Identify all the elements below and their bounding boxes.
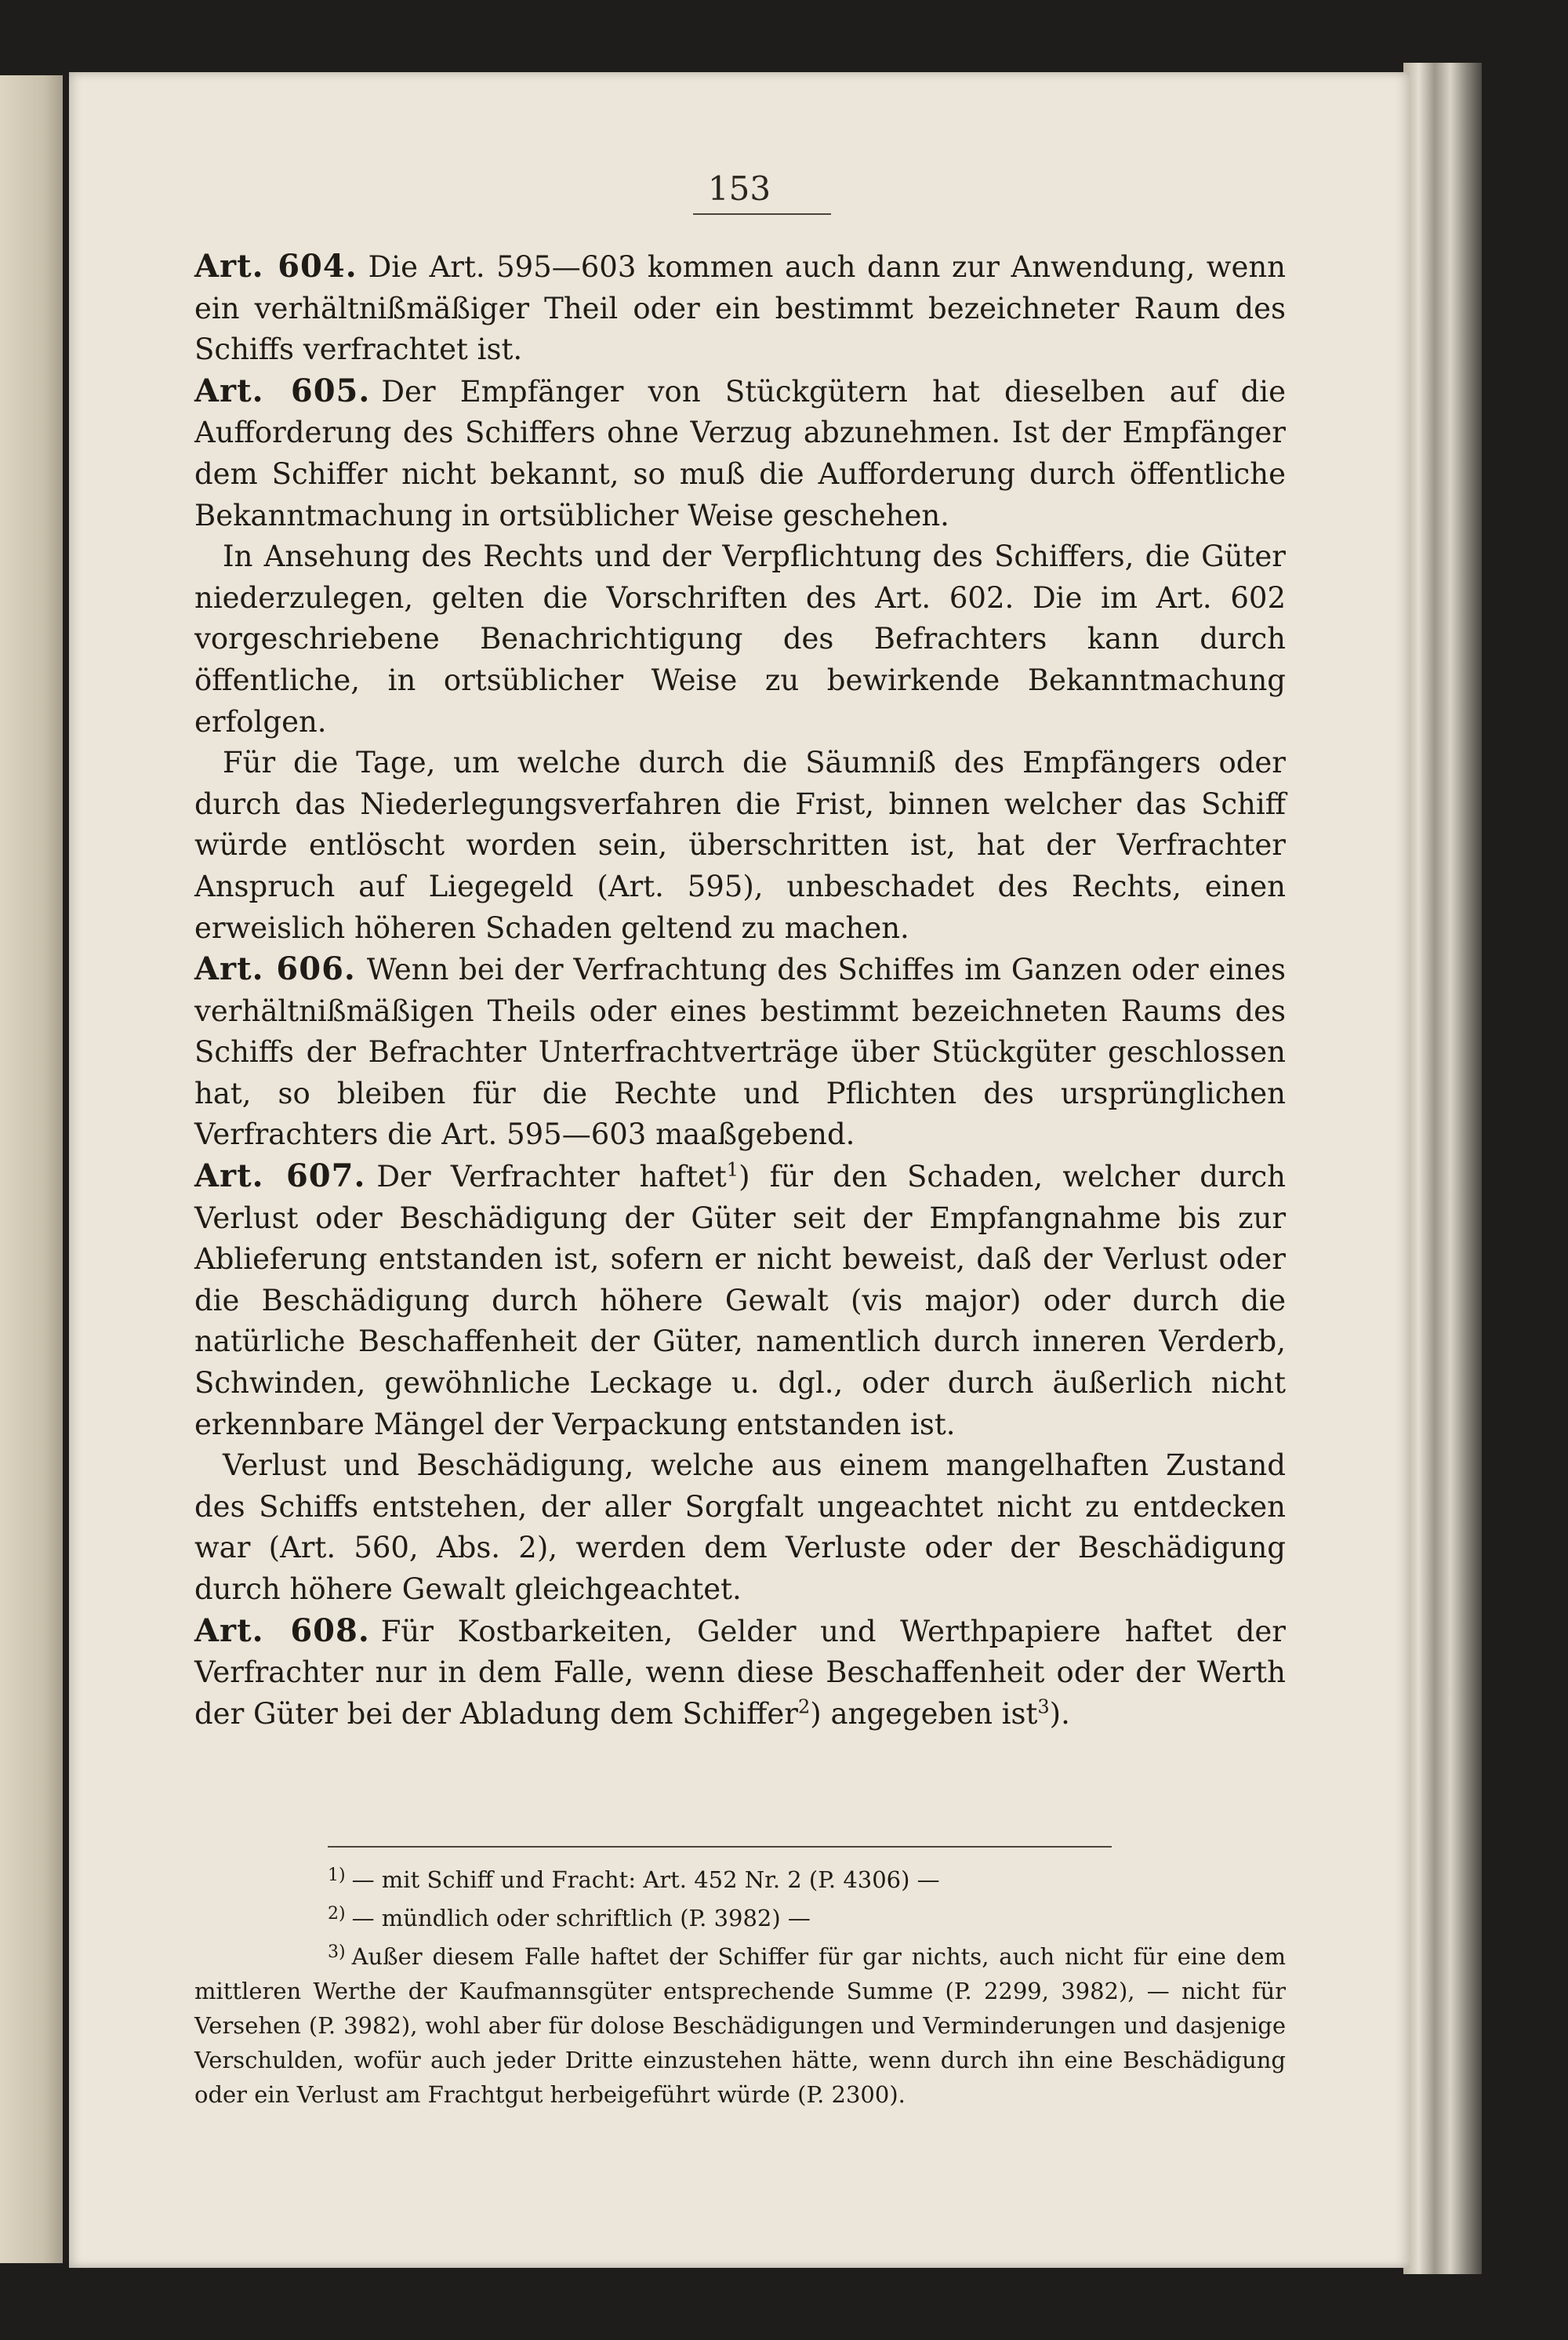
footnote-mark: 2)	[328, 1904, 346, 1924]
paragraph-text: Verlust und Beschädigung, welche aus einem mangelhaften Zustand des Schiffs entstehen, der aller Sorgfalt ungeachtet nicht zu entdecken war (Art. 560, Abs. 2), werden dem Verluste oder der Beschädigung durch höhere Gewalt gleichgeachtet.	[194, 1448, 1286, 1606]
footnote-ref: 3	[1037, 1695, 1050, 1718]
footnote-ref: 1	[726, 1158, 739, 1181]
paragraph-text: Der Verfrachter haftet	[376, 1160, 727, 1194]
footnote-3	[194, 1935, 1286, 2112]
paragraph-text: ).	[1049, 1696, 1070, 1731]
paragraph-text: Die Art. 595—603 kommen auch dann zur Anwendung, wenn ein verhältnißmäßiger Theil oder ein bestimmt bezeichneter Raum des Schiffs verfrachtet ist.	[194, 250, 1286, 367]
paragraph-text: Für Kostbarkeiten, Gelder und Werthpapiere haftet der Verfrachter nur in dem Falle, wenn diese Beschaffenheit oder der Werth der Güter bei der Abladung dem Schiffer	[194, 1614, 1286, 1731]
book-page-stack	[1403, 63, 1482, 2274]
paragraph-text: ) für den Schaden, welcher durch Verlust oder Beschädigung der Güter seit der Empfangnahme bis zur Ablieferung entstanden ist, sofern er nicht beweist, daß der Verlust oder die Beschädigung durch höhere Gewalt (vis major) oder durch die natürliche Beschaffenheit der Güter, namentlich durch inneren Verderb, Schwinden, gewöhnliche Leckage u. dgl., oder durch äußerlich nicht erkennbare Mängel der Verpackung entstanden ist.	[194, 1160, 1286, 1441]
header-rule	[693, 213, 831, 215]
main-text	[194, 246, 1286, 1735]
footnote-2	[194, 1897, 1286, 1935]
footnote-text: — mit Schiff und Fracht: Art. 452 Nr. 2 (P. 4306) —	[351, 1866, 940, 1893]
paragraph-art-605	[194, 371, 1286, 536]
paragraph-text: In Ansehung des Rechts und der Verpflichtung des Schiffers, die Güter niederzulegen, gelten die Vorschriften des Art. 602. Die im Art. 602 vorgeschriebene Benachrichtigung des Befrachters kann durch öffentliche, in ortsüblicher Weise zu bewirkende Bekanntmachung erfolgen.	[194, 540, 1286, 739]
book-page	[69, 72, 1410, 2268]
article-heading: Art. 607.	[194, 1157, 366, 1195]
article-heading: Art. 606.	[194, 950, 356, 988]
paragraph-art-606	[194, 949, 1286, 1156]
page-number: 153	[707, 169, 771, 208]
paragraph	[194, 536, 1286, 743]
footnote-text: — mündlich oder schriftlich (P. 3982) —	[351, 1905, 811, 1931]
paragraph-text: Für die Tage, um welche durch die Säumniß des Empfängers oder durch das Niederlegungsverfahren die Frist, binnen welcher das Schiff würde entlöscht worden sein, überschritten ist, hat der Verfrachter Anspruch auf Liegegeld (Art. 595), unbeschadet des Rechts, einen erweislich höheren Schaden geltend zu machen.	[194, 746, 1286, 945]
footnote-mark: 1)	[328, 1866, 346, 1885]
footnote-1	[194, 1859, 1286, 1897]
article-heading: Art. 605.	[194, 372, 371, 409]
paragraph-text: Wenn bei der Verfrachtung des Schiffes im Ganzen oder eines verhältnißmäßigen Theils oder eines bestimmt bezeichneten Raums des Schiffs der Befrachter Unterfrachtverträge über Stückgüter geschlossen hat, so bleiben für die Rechte und Pflichten des ursprünglichen Verfrachters die Art. 595—603 maaßgebend.	[194, 953, 1287, 1152]
paragraph-art-608	[194, 1611, 1286, 1735]
footnotes	[194, 1859, 1286, 2112]
facing-page-edge	[0, 75, 63, 2263]
paragraph-art-607	[194, 1156, 1286, 1445]
footnote-mark: 3)	[328, 1942, 346, 1962]
paragraph	[194, 1445, 1286, 1610]
paragraph-text: Der Empfänger von Stückgütern hat dieselben auf die Aufforderung des Schiffers ohne Verzug abzunehmen. Ist der Empfänger dem Schiffer nicht bekannt, so muß die Aufforderung durch öffentliche Bekanntmachung in ortsüblicher Weise geschehen.	[194, 374, 1287, 532]
paragraph-text: ) angegeben ist	[810, 1696, 1038, 1731]
article-heading: Art. 608.	[194, 1611, 370, 1649]
footnote-rule	[328, 1846, 1112, 1848]
paragraph	[194, 743, 1286, 949]
footnote-ref: 2	[797, 1695, 811, 1718]
paragraph-art-604	[194, 246, 1286, 371]
article-heading: Art. 604.	[194, 248, 358, 285]
footnote-text: Außer diesem Falle haftet der Schiffer für gar nichts, auch nicht für eine dem mittleren Werthe der Kaufmannsgüter entsprechende Summe (P. 2299, 3982), — nicht für Versehen (P. 3982), wohl aber für dolose Beschädigungen und Verminderungen und dasjenige Verschulden, wofür auch jeder Dritte einzustehen hätte, wenn durch ihn eine Beschädigung oder ein Verlust am Frachtgut herbeigeführt würde (P. 2300).	[194, 1943, 1286, 2108]
